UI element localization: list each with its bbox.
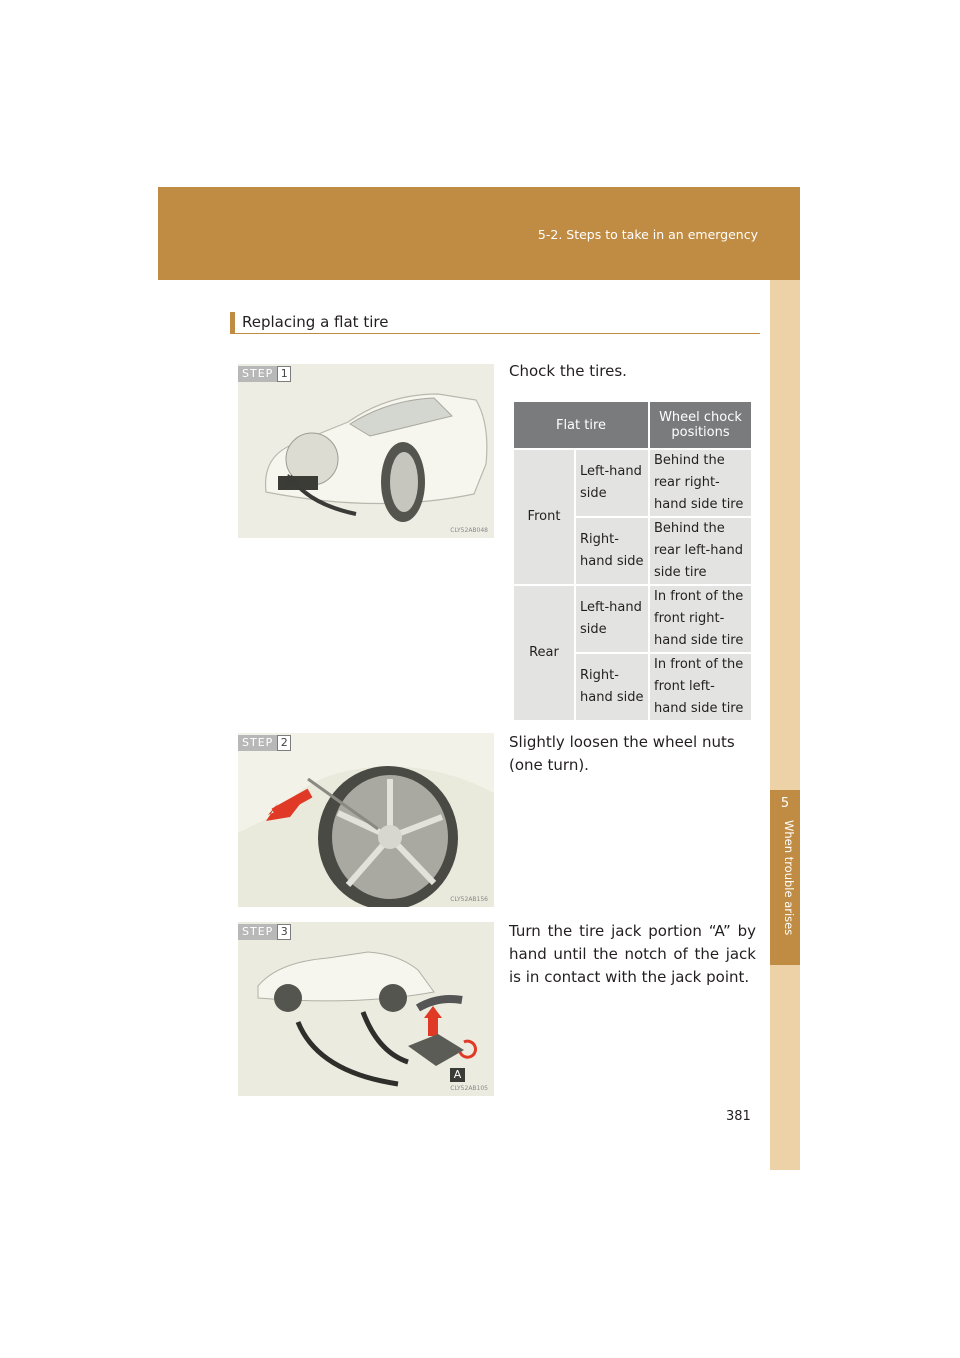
photo-code: CLY52AB048 [450, 527, 488, 534]
table-row [513, 585, 752, 653]
step-number: 2 [277, 735, 291, 751]
table-header-row [513, 401, 752, 449]
step-1-illustration [238, 364, 494, 538]
step-2-badge [238, 735, 291, 751]
wheel-wrench-illustration [238, 733, 494, 907]
section-breadcrumb: 5-2. Steps to take in an emergency [537, 227, 758, 242]
table-cell-side: Left-hand side [575, 449, 649, 517]
wheel-chock-table [512, 400, 753, 722]
table-row [513, 449, 752, 517]
table-cell-position: Behind the rear left-hand side tire [649, 517, 752, 585]
table-cell-position: Behind the rear right-hand side tire [649, 449, 752, 517]
table-cell-side: Right-hand side [575, 653, 649, 721]
step-3-text: Turn the tire jack portion “A” by hand until the notch of the jack is in contact with the jack point. [509, 922, 756, 986]
step-2-text: Slightly loosen the wheel nuts (one turn). [509, 733, 735, 774]
callout-a-label: A [450, 1068, 465, 1082]
table-group-front: Front [513, 449, 575, 585]
table-cell-position: In front of the front right-hand side tire [649, 585, 752, 653]
section-heading-bar [230, 312, 235, 333]
table-group-rear: Rear [513, 585, 575, 721]
photo-code: CLY52AB156 [450, 896, 488, 903]
step-3-badge [238, 924, 291, 940]
section-heading-text: Replacing a flat tire [242, 313, 389, 331]
table-cell-side: Left-hand side [575, 585, 649, 653]
step-label: STEP [238, 366, 277, 382]
section-heading [230, 312, 760, 334]
chapter-side-strip [770, 280, 800, 1170]
table-cell-position: In front of the front left-hand side tire [649, 653, 752, 721]
step-3-illustration [238, 922, 494, 1096]
car-chock-illustration [238, 364, 494, 538]
step-label: STEP [238, 924, 277, 940]
step-1-badge [238, 366, 291, 382]
table-header-chock-positions: Wheel chock positions [649, 401, 752, 449]
step-number: 1 [277, 366, 291, 382]
chapter-name: When trouble arises [782, 820, 796, 936]
table-header-flat-tire: Flat tire [513, 401, 649, 449]
page-number: 381 [726, 1109, 751, 1124]
photo-code: CLY52AB105 [450, 1085, 488, 1092]
chapter-number: 5 [780, 796, 790, 811]
step-1-text: Chock the tires. [509, 362, 627, 380]
step-number: 3 [277, 924, 291, 940]
step-label: STEP [238, 735, 277, 751]
header-band [158, 187, 800, 280]
table-cell-side: Right-hand side [575, 517, 649, 585]
step-2-illustration [238, 733, 494, 907]
